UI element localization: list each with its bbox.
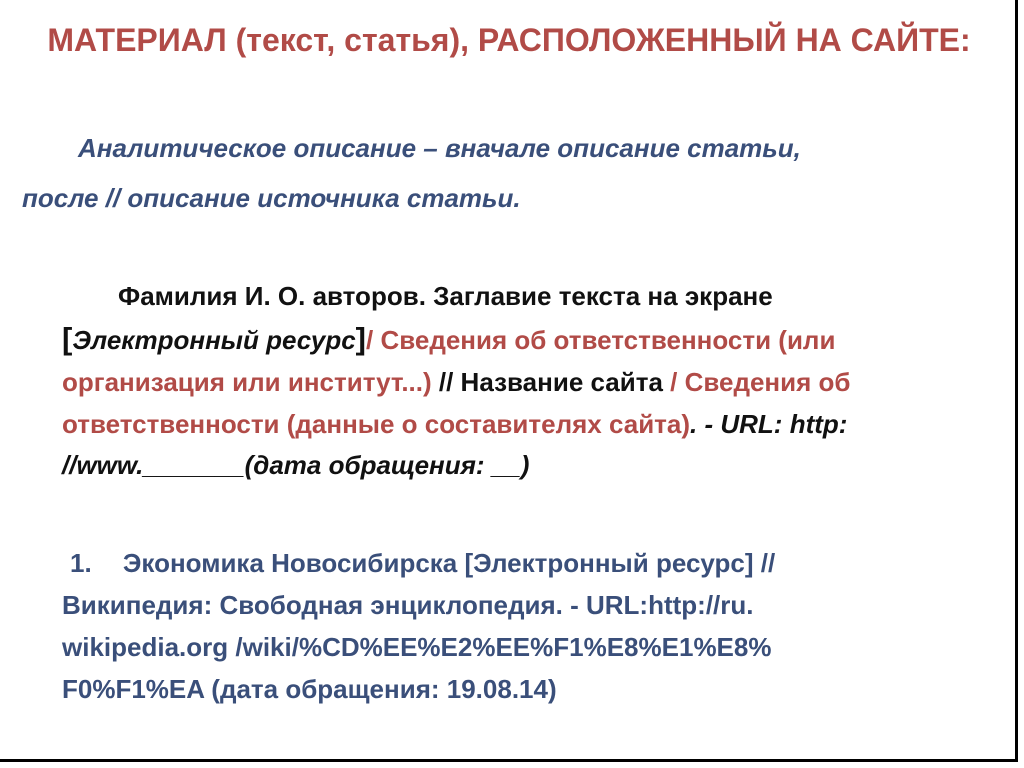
template-line-5: //www._______(дата обращения: __) xyxy=(62,450,530,480)
analytic-line-1: Аналитическое описание – вначале описание статьи, xyxy=(78,133,801,163)
responsibility-text: / Сведения об ответственности (или xyxy=(366,325,836,355)
bracket-open: [ xyxy=(62,321,73,356)
organization-text: организация или институт...) xyxy=(62,367,432,397)
url-label: . - URL: http: xyxy=(690,409,848,439)
compilers-text: ответственности (данные о составителях сайта) xyxy=(62,409,691,439)
template-line-2 xyxy=(62,321,835,357)
slide-title: МАТЕРИАЛ (текст, статья), РАСПОЛОЖЕННЫЙ НА САЙТЕ: xyxy=(47,22,971,58)
example-line-2: Википедия: Свободная энциклопедия. - URL:http://ru. xyxy=(62,590,754,620)
responsibility-text-2: / Сведения об xyxy=(662,367,851,397)
site-name-text: // Название сайта xyxy=(431,367,663,397)
example-line-1 xyxy=(70,548,775,579)
template-line-4 xyxy=(62,409,847,440)
analytic-line-2: после // описание источника статьи. xyxy=(22,183,521,213)
list-number: 1. xyxy=(70,548,92,578)
bracket-close: ] xyxy=(355,321,366,356)
template-line-1: Фамилия И. О. авторов. Заглавие текста на экране xyxy=(118,281,773,311)
example-line-4: F0%F1%EA (дата обращения: 19.08.14) xyxy=(62,674,557,704)
electronic-resource-label: Электронный ресурс xyxy=(72,325,356,355)
example-line-3: wikipedia.org /wiki/%CD%EE%E2%EE%F1%E8%E1%E8% xyxy=(62,632,772,662)
example-title-text: Экономика Новосибирска [Электронный ресурс] // xyxy=(122,548,776,578)
template-line-3 xyxy=(62,367,850,398)
